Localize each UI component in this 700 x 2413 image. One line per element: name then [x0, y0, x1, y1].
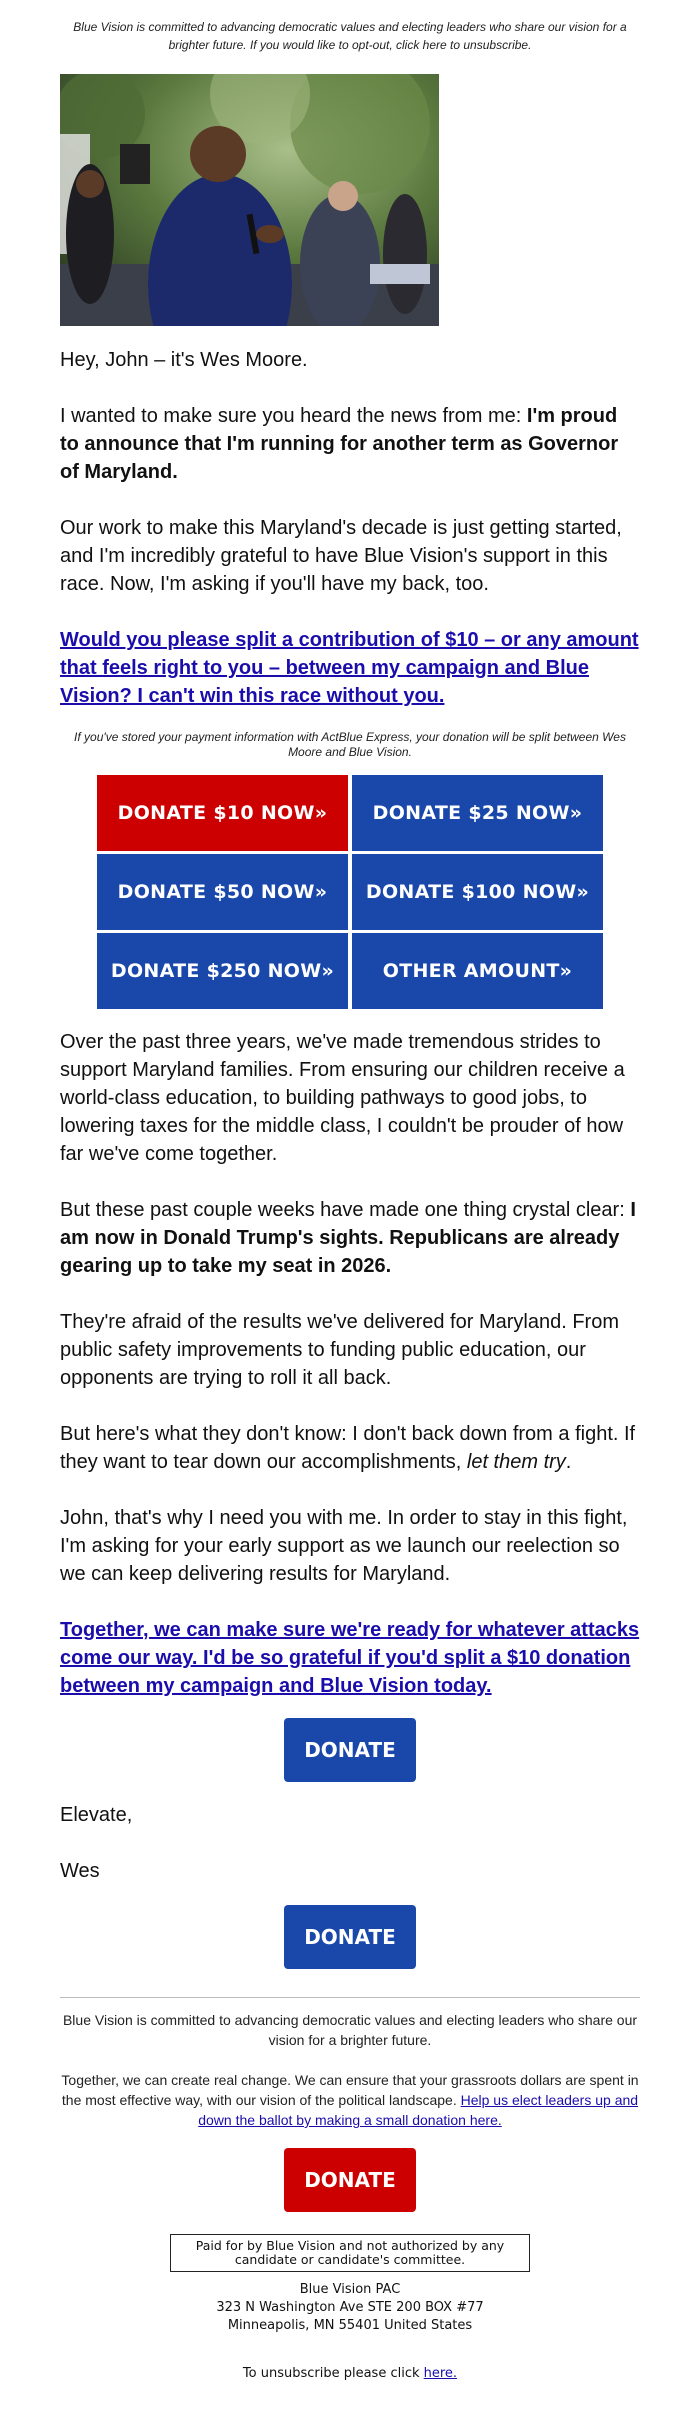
trump-paragraph: [60, 1196, 640, 1280]
donate-250-button[interactable]: DONATE $250 NOW»: [97, 933, 348, 1009]
footer-divider: [60, 1997, 640, 1998]
trump-text: But these past couple weeks have made one thing crystal clear:: [60, 1199, 631, 1221]
org-name: Blue Vision PAC: [299, 2282, 401, 2297]
address-line-2: Minneapolis, MN 55401 United States: [227, 2318, 473, 2333]
fight-end: .: [565, 1451, 572, 1473]
trump-bold: I am now in Donald Trump's sights. Republicans are already gearing up to take my seat in 2026.: [60, 1199, 636, 1277]
hero-photo: [60, 74, 439, 326]
announcement-paragraph: [60, 402, 640, 486]
donate-25-button[interactable]: DONATE $25 NOW»: [352, 775, 603, 851]
fight-italic: let them try: [466, 1451, 566, 1473]
fight-paragraph: [60, 1420, 640, 1476]
donate-10-button[interactable]: DONATE $10 NOW»: [97, 775, 348, 851]
donate-button-2[interactable]: DONATE: [284, 1905, 416, 1969]
split-10-donation-link[interactable]: Together, we can make sure we're ready for whatever attacks come our way. I'd be so grateful if you'd split a $10 donation between my campaign and Blue Vision today.: [60, 1619, 640, 1697]
footer-change: [60, 2070, 640, 2130]
donate-button-1[interactable]: DONATE: [284, 1718, 416, 1782]
mailing-address: [60, 2281, 640, 2335]
unsubscribe-text: To unsubscribe please click: [242, 2366, 424, 2381]
support-paragraph: Our work to make this Maryland's decade is just getting started, and I'm incredibly grateful to have Blue Vision's support in this race. Now, I'm asking if you'll have my back, too.: [60, 517, 622, 595]
announcement-bold: I'm proud to announce that I'm running for another term as Governor of Maryland.: [60, 405, 619, 483]
footer-mission: Blue Vision is committed to advancing democratic values and electing leaders who share our vision for a brighter future.: [62, 2012, 638, 2048]
donation-button-grid: [97, 775, 603, 1010]
achievements-paragraph: Over the past three years, we've made tremendous strides to support Maryland families. From ensuring our children receive a world-class education, to building pathways to good jobs, to lowering taxes for the middle class, I couldn't be prouder of how far we've come together.: [60, 1031, 625, 1165]
footer-change-text: Together, we can create real change. We can ensure that your grassroots dollars are spent in the most effective way, with our vision of the political landscape.: [61, 2072, 639, 2108]
unsubscribe-line: [60, 2366, 640, 2381]
footer-donate-link[interactable]: Help us elect leaders up and down the ballot by making a small donation here.: [198, 2092, 639, 2128]
signature: Wes: [60, 1860, 100, 1882]
preheader: Blue Vision is committed to advancing democratic values and electing leaders who share our vision for a brighter future. If you would like to opt-out, click here to unsubscribe.: [73, 20, 627, 52]
donate-50-button[interactable]: DONATE $50 NOW»: [97, 854, 348, 930]
ask-paragraph-2: [60, 1616, 640, 1700]
split-contribution-link[interactable]: Would you please split a contribution of $10 – or any amount that feels right to you – between my campaign and Blue Vision? I can't win this race without you.: [60, 629, 639, 707]
other-amount-button[interactable]: OTHER AMOUNT»: [352, 933, 603, 1009]
donate-100-button[interactable]: DONATE $100 NOW»: [352, 854, 603, 930]
announcement-text: I wanted to make sure you heard the news from me:: [60, 405, 527, 427]
fight-text: But here's what they don't know: I don't back down from a fight. If they want to tear down our accomplishments,: [60, 1423, 636, 1473]
greeting: Hey, John – it's Wes Moore.: [60, 349, 308, 371]
actblue-express-note: If you've stored your payment information with ActBlue Express, your donation will be split between Wes Moore and Blue Vision.: [74, 730, 626, 759]
address-line-1: 323 N Washington Ave STE 200 BOX #77: [216, 2300, 484, 2315]
unsubscribe-link[interactable]: here.: [423, 2366, 458, 2381]
ask-paragraph: [60, 626, 640, 710]
paid-for-disclaimer: Paid for by Blue Vision and not authorized by any candidate or candidate's committee.: [170, 2234, 530, 2272]
signoff: Elevate,: [60, 1804, 133, 1826]
donate-button-footer[interactable]: DONATE: [284, 2148, 416, 2212]
reelection-paragraph: John, that's why I need you with me. In order to stay in this fight, I'm asking for your early support as we launch our reelection so we can keep delivering results for Maryland.: [60, 1507, 628, 1585]
opponents-paragraph: They're afraid of the results we've delivered for Maryland. From public safety improvements to funding public education, our opponents are trying to roll it all back.: [60, 1311, 619, 1389]
